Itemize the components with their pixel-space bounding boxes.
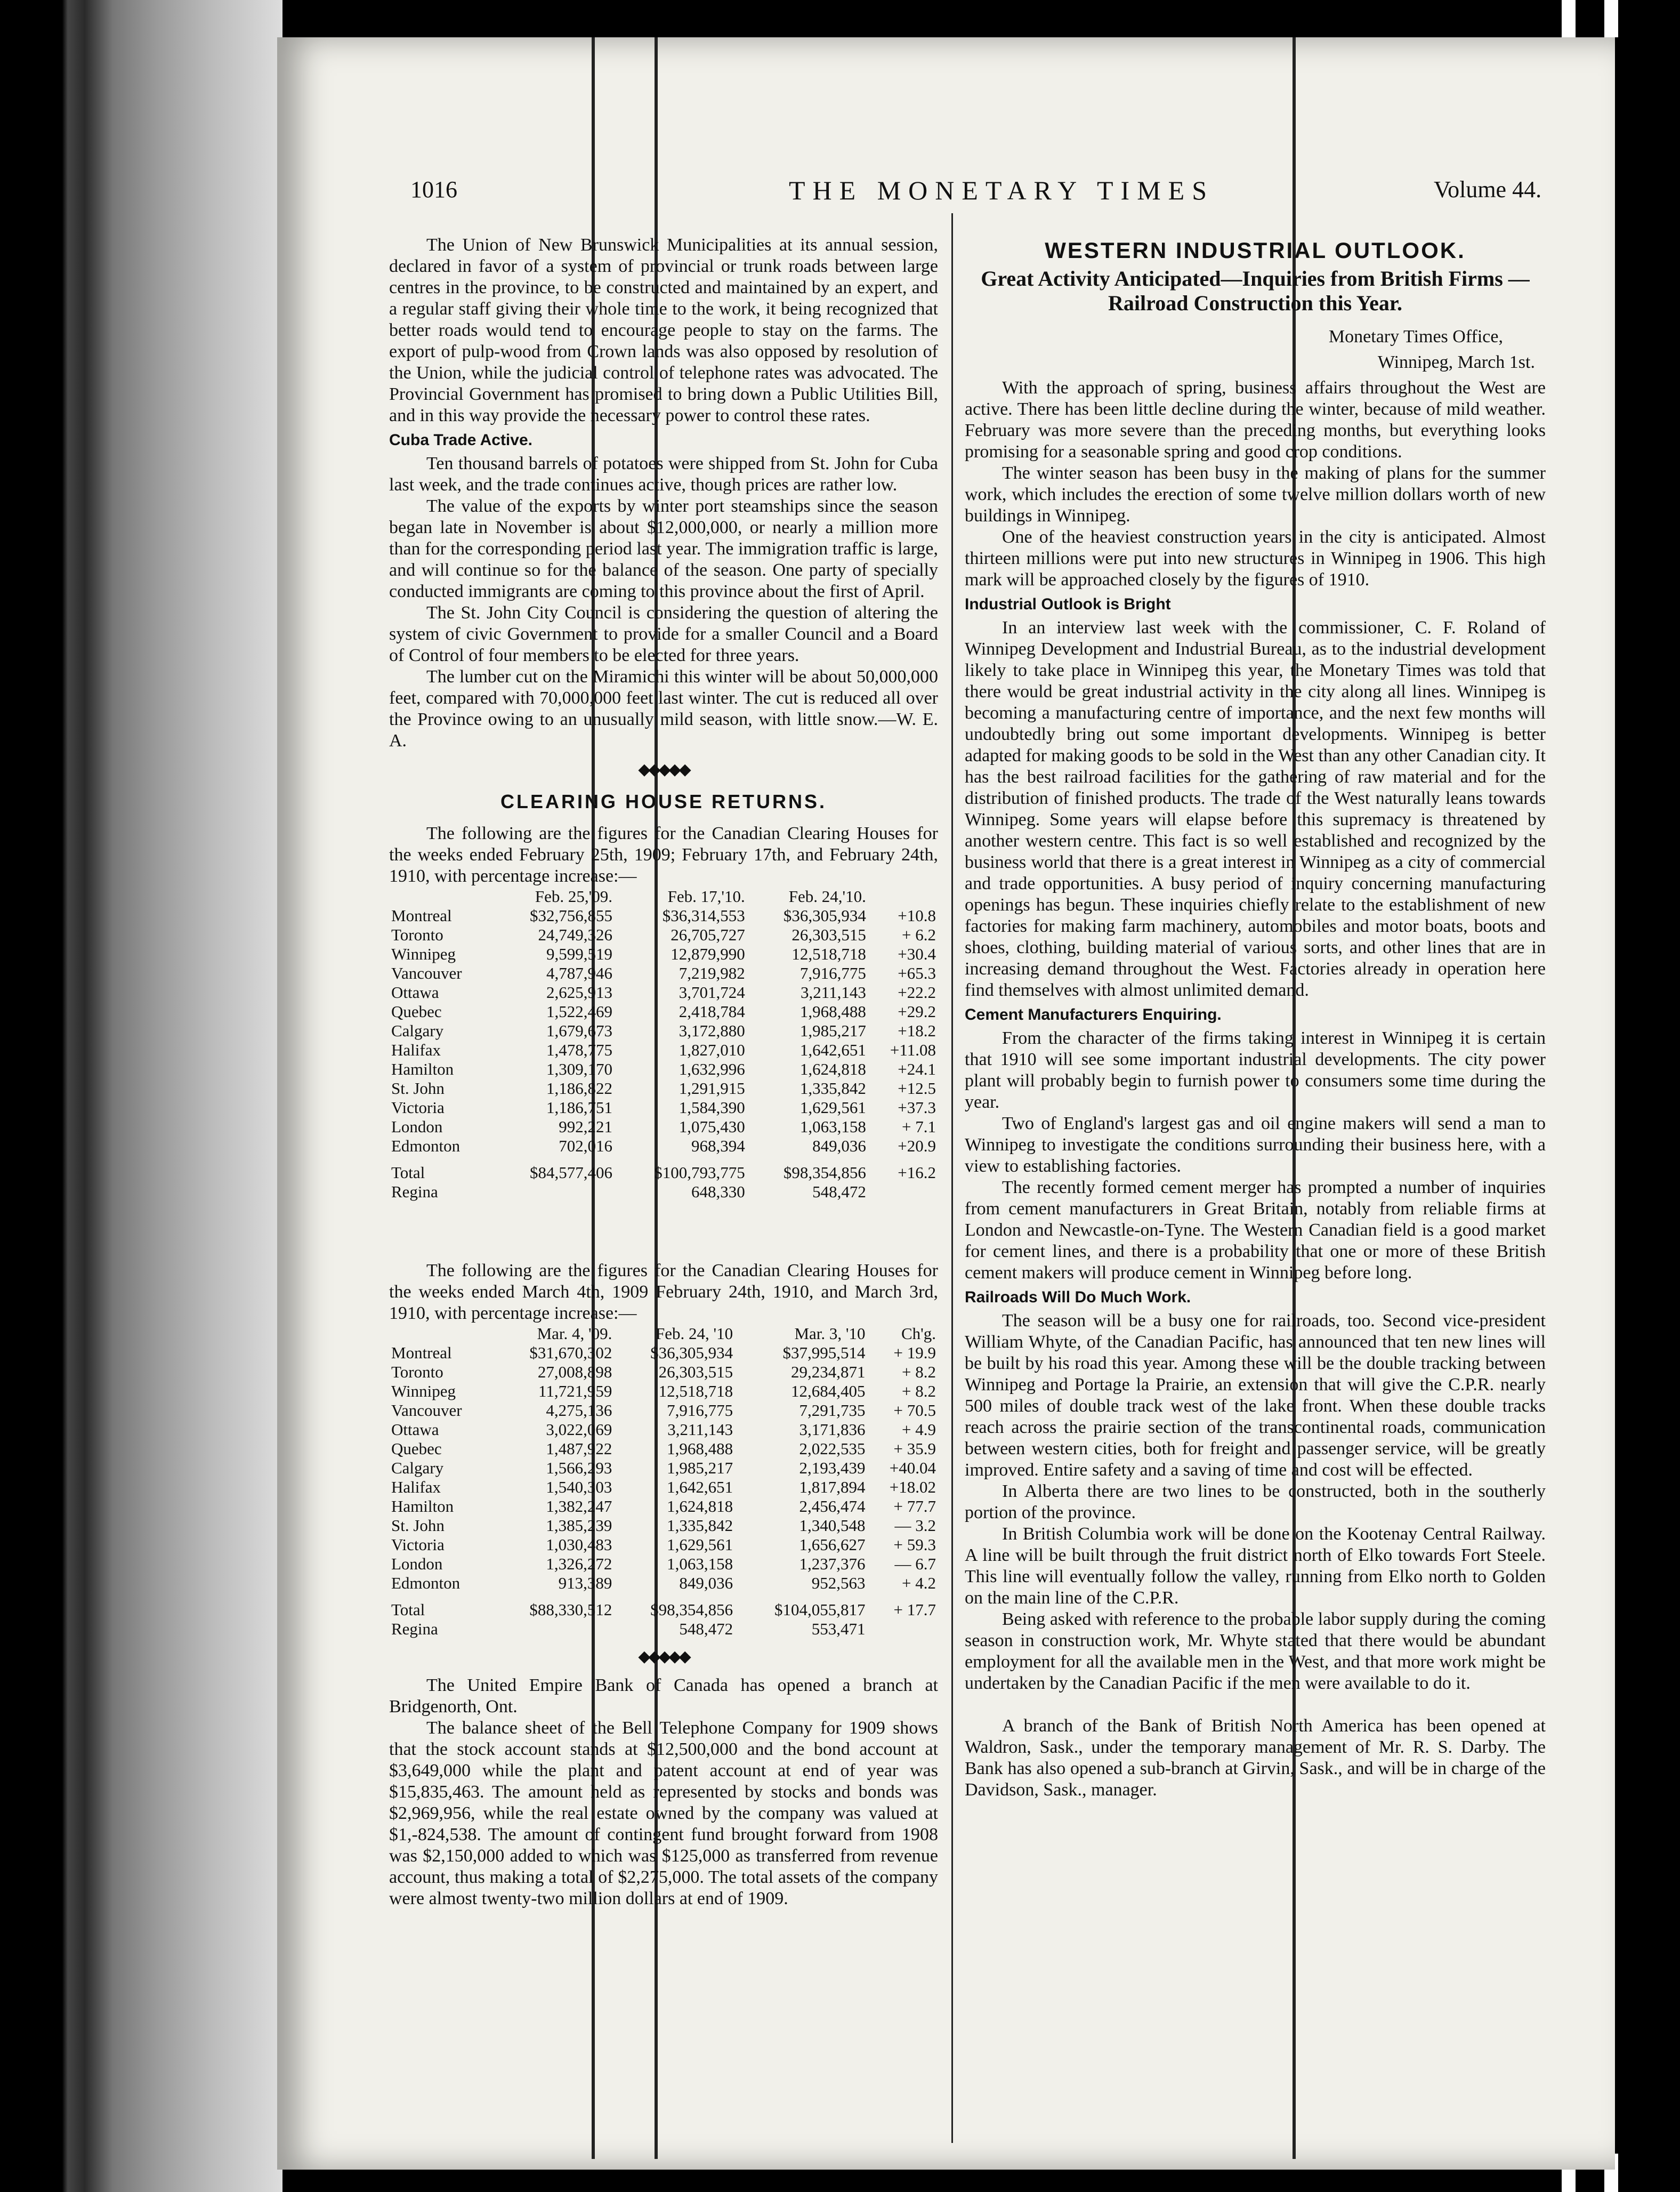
city-cell: Regina [391,1182,438,1201]
table1-intro: The following are the figures for the Canadian Clearing Houses for the weeks ended February 25th, 1909; February 17th, and February 24th, 1910, with percentage increase:— [389,824,938,886]
paragraph: The winter season has been busy in the making of plans for the summer work, which includes the erection of some twelve million dollars worth of new buildings in Winnipeg. [965,463,1546,526]
value-cell: 7,916,775 [667,1401,733,1420]
value-cell: + 8.2 [902,1382,936,1400]
value-cell: 12,879,990 [671,945,745,963]
value-cell: 1,186,822 [546,1079,612,1098]
value-cell: + 70.5 [893,1401,936,1420]
value-cell: 1,985,217 [667,1458,733,1477]
paragraph: From the character of the firms taking interest in Winnipeg it is certain that 1910 will see some important industrial developments. The city power plant will probably begin to furnish power to consumers some time during the year. [965,1028,1546,1112]
city-cell: London [391,1554,443,1573]
value-cell: + 77.7 [893,1497,936,1516]
value-cell: 913,389 [558,1574,612,1592]
value-cell: $84,577,406 [529,1163,612,1182]
value-cell: 7,916,775 [799,964,866,982]
value-cell: 548,472 [812,1182,866,1201]
value-cell: 1,584,390 [679,1098,745,1117]
value-cell: 1,629,561 [667,1535,733,1554]
paragraph: The Union of New Brunswick Municipalities at its annual session, declared in favor of a system of provincial or trunk roads between large centres in the province, to be constructed and maintained by an expert, and a regular staff giving their whole time to the work, it being recognized that better roads would tend to encourage people to stay on the farms. The export of pulp-wood from Crown lands was also opposed by resolution of the Union, while the judicial control of telephone rates was advocated. The Provincial Government has promised to bring down a Public Utilities Bill, and in this way provide the necessary power to control these rates. [389,235,938,425]
value-cell: + 4.2 [902,1574,936,1592]
table-row [389,1401,938,1420]
paragraph: The United Empire Bank of Canada has opened a branch at Bridgenorth, Ont. [389,1675,938,1716]
city-cell: Edmonton [391,1137,461,1155]
railroads-paragraphs [965,1310,1546,1694]
value-cell: 2,456,474 [799,1497,866,1516]
table2-intro: The following are the figures for the Canadian Clearing Houses for the weeks ended March 4th, 1909 February 24th, 1910, and March 3rd, 1910, with percentage increase:— [389,1261,938,1323]
column-header: Mar. 4, '09. [537,1324,612,1343]
left-column [389,235,938,1909]
value-cell: 11,721,959 [538,1382,612,1400]
paragraph: Being asked with reference to the probable labor supply during the coming season in construction work, Mr. Whyte stated that there would be abundant employment for all the available men in the West, and that more work might be undertaken by the Canadian Pacific if the men were available to do it. [965,1609,1546,1693]
value-cell: +65.3 [898,964,936,982]
table-row [389,1458,938,1478]
value-cell: 648,330 [691,1182,745,1201]
city-cell: Victoria [391,1098,445,1117]
ornament-divider-2: ◆◆◆◆◆ [638,1648,689,1665]
value-cell: +22.2 [898,983,936,1002]
value-cell: 12,684,405 [790,1382,866,1400]
city-cell: Hamilton [391,1497,454,1516]
value-cell: 548,472 [679,1619,733,1638]
value-cell: 1,642,651 [799,1041,866,1059]
value-cell: 3,171,836 [799,1420,866,1439]
clearing-heading: CLEARING HOUSE RETURNS. [500,791,827,812]
table-row [389,945,938,964]
value-cell: 26,705,727 [671,925,745,944]
value-cell: $36,314,553 [662,906,745,925]
city-cell: Edmonton [391,1574,461,1592]
table-row [389,1156,938,1182]
column-header [868,887,938,906]
value-cell: 849,036 [812,1137,866,1155]
railroads-heading: Railroads Will Do Much Work. [965,1288,1191,1306]
table-row [389,964,938,983]
value-cell: $100,793,775 [654,1163,745,1182]
city-cell: Hamilton [391,1060,454,1078]
volume-label: Volume 44. [1434,176,1542,203]
value-cell: +37.3 [898,1098,936,1117]
table-row [389,1060,938,1079]
value-cell: — 3.2 [894,1516,936,1535]
value-cell: +11.08 [890,1041,936,1059]
paragraph: In Alberta there are two lines to be constructed, both in the southerly portion of the province. [965,1481,1546,1522]
city-cell: Halifax [391,1478,441,1496]
value-cell: +29.2 [898,1002,936,1021]
value-cell: 2,625,913 [546,983,612,1002]
value-cell: + 7.1 [902,1117,936,1136]
clearing-table-1 [389,887,938,1202]
value-cell: 968,394 [691,1137,745,1155]
value-cell: +16.2 [898,1163,936,1182]
value-cell: 3,211,143 [667,1420,733,1439]
value-cell: 12,518,718 [658,1382,733,1400]
page-number: 1016 [410,176,457,203]
table-row [389,1079,938,1098]
table-header-row [389,1324,938,1343]
value-cell: 26,303,515 [658,1363,733,1381]
paragraph: One of the heaviest construction years in the city is anticipated. Almost thirteen millions were put into new structures in Winnipeg in 1906. This high mark will be approached closely by the figures of 1910. [965,527,1546,590]
value-cell: $88,330,512 [529,1600,612,1619]
value-cell: 7,219,982 [679,964,745,982]
city-cell: Calgary [391,1021,444,1040]
city-cell: Ottawa [391,983,439,1002]
table-row [389,1117,938,1137]
value-cell: 1,968,488 [799,1002,866,1021]
value-cell [867,1619,938,1639]
value-cell: 29,234,871 [790,1363,866,1381]
article-heading: WESTERN INDUSTRIAL OUTLOOK. [1045,238,1466,263]
value-cell: 3,701,724 [679,983,745,1002]
value-cell: +10.8 [898,906,936,925]
value-cell: 2,418,784 [679,1002,745,1021]
column-header [389,1324,494,1343]
paragraph: Ten thousand barrels of potatoes were shipped from St. John for Cuba last week, and the trade continues active, though prices are rather low. [389,454,938,495]
paragraph: In an interview last week with the commissioner, C. F. Roland of Winnipeg Development and Industrial Bureau, as to the industrial development likely to take place in Winnipeg this year, the Monetary Times was told that there would be great industrial activity in the city along all lines. Winnipeg is becoming a manufacturing centre of importance, and the next few months will undoubtedly bring out some important developments. Winnipeg is better adapted for making goods to be sold in the West than any other Canadian city. It has the best railroad facilities for the gathering of raw material and for the distribution of finished products. The trade of the West naturally leans towards Winnipeg. Some years will elapse before this supremacy is threatened by another western centre. This fact is so well established and recognized by the business world that there is a great interest in Winnipeg as a city of commercial and trade opportunities. A busy period of inquiry concerning manufacturing openings has begun. These inquiries chiefly relate to the establishment of new factories for making farm machinery, automobiles and motor boats, boots and shoes, clothing, building material of various sorts, and other lines that are in increasing demand throughout the West. Factories already in operation here find themselves with almost unlimited demand. [965,618,1546,1000]
intro-paragraphs [965,377,1546,591]
value-cell: $31,670,302 [529,1343,612,1362]
value-cell: 1,540,303 [546,1478,612,1496]
value-cell: 1,340,548 [799,1516,866,1535]
value-cell: 26,303,515 [791,925,866,944]
table-row [389,1382,938,1401]
table-row [389,1439,938,1458]
table-row [389,906,938,925]
value-cell: 1,522,469 [546,1002,612,1021]
cement-paragraphs [965,1028,1546,1284]
value-cell: 1,382,247 [546,1497,612,1516]
value-cell: +30.4 [898,945,936,963]
value-cell: 1,624,818 [667,1497,733,1516]
value-cell: 3,022,069 [546,1420,612,1439]
value-cell: + 19.9 [893,1343,936,1362]
city-cell: Regina [391,1619,438,1638]
clearing-table-2 [389,1324,938,1639]
right-column [965,235,1546,1801]
cement-heading: Cement Manufacturers Enquiring. [965,1006,1222,1024]
table-row [389,1098,938,1117]
value-cell: +18.2 [898,1021,936,1040]
value-cell: $104,055,817 [774,1600,866,1619]
value-cell: +24.1 [898,1060,936,1078]
value-cell: 1,237,376 [799,1554,866,1573]
column-header: Feb. 24,'10. [788,887,866,906]
column-rule [951,213,953,2143]
value-cell: 1,075,430 [679,1117,745,1136]
column-header: Mar. 3, '10 [794,1324,866,1343]
value-cell: 4,275,136 [546,1401,612,1420]
table-row [389,983,938,1002]
article-deck: Great Activity Anticipated—Inquiries from British Firms —Railroad Construction this Year. [981,267,1530,315]
city-cell: Winnipeg [391,1382,456,1400]
value-cell: 1,817,894 [799,1478,866,1496]
newspaper-page [277,37,1615,2170]
table-row [389,1535,938,1554]
value-cell: 1,478,775 [546,1041,612,1059]
value-cell [494,1182,615,1202]
value-cell: 1,385,239 [546,1516,612,1535]
scan-border-right [1615,0,1680,2192]
value-cell: 1,985,217 [799,1021,866,1040]
value-cell: 1,679,673 [546,1021,612,1040]
paragraph: The recently formed cement merger has prompted a number of inquiries from cement manufacturers in Great Britain, notably from reliable firms at London and Newcastle-on-Tyne. The Western Canadian field is a good market for cement lines, and there is a probability that one or more of these British cement makers will produce cement in Winnipeg before long. [965,1178,1546,1283]
value-cell: $32,756,855 [529,906,612,925]
table-row [389,1002,938,1021]
value-cell: 1,624,818 [799,1060,866,1078]
value-cell: + 35.9 [893,1439,936,1458]
value-cell: 1,063,158 [799,1117,866,1136]
value-cell: 1,030,483 [546,1535,612,1554]
film-mark-top-2 [1604,0,1618,37]
paragraph: The season will be a busy one for railroads, too. Second vice-president William Whyte, of the Canadian Pacific, has announced that ten new lines will be built by his road this year. Among these will be the double tracking between Winnipeg and Portage la Prairie, an extension that will give the C.P.R. nearly 500 miles of double track west of the lake front. When these double tracks reach across the prairie section of the transcontinental roads, communication between western cities, both for freight and passenger service, will be greatly improved. Entire safety and a saving of time and cost will be effected. [965,1311,1546,1480]
value-cell: 4,787,946 [546,964,612,982]
value-cell: 702,016 [559,1137,612,1155]
city-cell: Quebec [391,1002,442,1021]
city-cell: Total [391,1163,425,1182]
value-cell: $36,305,934 [783,906,866,925]
bank-paragraphs [389,1675,938,1909]
city-cell: Calgary [391,1458,444,1477]
city-cell: Toronto [391,1363,443,1381]
book-page-edges [0,0,282,2192]
table-row [389,1021,938,1041]
nb-paragraphs [389,235,938,426]
value-cell: $37,995,514 [782,1343,866,1362]
paragraph: Two of England's largest gas and oil engine makers will send a man to Winnipeg to investigate the conditions surrounding their business here, with a view to establishing factories. [965,1114,1546,1176]
cuba-paragraphs [389,453,938,752]
column-header: Ch'g. [901,1324,936,1343]
paragraph: The value of the exports by winter port steamships since the season began late in November is about $12,000,000, or nearly a million more than for the corresponding period last year. The immigration traffic is large, and will continue so for the balance of the season. One party of specially conducted immigrants are coming to this province about the first of April. [389,496,938,601]
city-cell: Vancouver [391,964,462,982]
city-cell: London [391,1117,443,1136]
table-row [389,1137,938,1156]
paper-title: THE MONETARY TIMES [789,175,1214,205]
value-cell: +18.02 [889,1478,936,1496]
value-cell: 1,309,170 [546,1060,612,1078]
city-cell: St. John [391,1516,445,1535]
paragraph: The balance sheet of the Bell Telephone Company for 1909 shows that the stock account stands at $12,500,000 and the bond account at $3,649,000 while the plant and patent account at end of year was $15,835,463. The amount held as represented by stocks and bonds was $2,969,956, while the real estate owned by the company was valued at $1,-824,538. The amount of contingent fund brought forward from 1908 was $2,150,000 added to which was $125,000 as transferred from revenue account, thus making a total of $2,275,000. The total assets of the company were almost twenty-two million dollars at end of 1909. [389,1718,938,1908]
paragraph: The lumber cut on the Miramichi this winter will be about 50,000,000 feet, compared with 70,000,000 feet last winter. The cut is reduced all over the Province owing to an unusually mild season, with little snow.—W. E. A. [389,667,938,751]
value-cell: 1,291,915 [679,1079,745,1098]
value-cell: 3,172,880 [679,1021,745,1040]
branch-paragraph: A branch of the Bank of British North America has been opened at Waldron, Sask., under the temporary management of Mr. R. S. Darby. The Bank has also opened a sub-branch at Girvin, Sask., and will be in charge of the Davidson, Sask., manager. [965,1716,1546,1800]
value-cell: 1,629,561 [799,1098,866,1117]
city-cell: Winnipeg [391,945,456,963]
value-cell: +40.04 [889,1458,936,1477]
column-header [389,887,494,906]
value-cell: 27,008,898 [537,1363,612,1381]
city-cell: Montreal [391,906,452,925]
value-cell: 992,221 [559,1117,612,1136]
cuba-heading: Cuba Trade Active. [389,431,532,449]
industrial-heading: Industrial Outlook is Bright [965,595,1171,613]
value-cell: — 6.7 [894,1554,936,1573]
column-header: Feb. 25,'09. [535,887,612,906]
table-row [389,1593,938,1619]
dateline-city: Winnipeg, March 1st. [1377,352,1535,372]
table-row [389,1619,938,1639]
table-row [389,1554,938,1574]
value-cell: +20.9 [898,1137,936,1155]
city-cell: Montreal [391,1343,452,1362]
city-cell: Halifax [391,1041,441,1059]
city-cell: Ottawa [391,1420,439,1439]
paragraph: The St. John City Council is considering the question of altering the system of civic Government to provide for a smaller Council and a Board of Control of four members to be elected for three years. [389,603,938,665]
city-cell: Vancouver [391,1401,462,1420]
paragraph: In British Columbia work will be done on the Kootenay Central Railway. A line will be built through the fruit district north of Elko towards Fort Steele. This line will eventually follow the valley, running from Elko north to Golden on the main line of the C.P.R. [965,1524,1546,1608]
value-cell: 952,563 [811,1574,866,1592]
city-cell: Toronto [391,925,443,944]
value-cell: 1,656,627 [799,1535,866,1554]
value-cell: + 59.3 [893,1535,936,1554]
value-cell: 1,326,272 [546,1554,612,1573]
value-cell: 24,749,326 [538,925,612,944]
table-row [389,1516,938,1535]
value-cell: 1,063,158 [667,1554,733,1573]
table-row [389,1497,938,1516]
value-cell [868,1182,938,1202]
ornament-divider: ◆◆◆◆◆ [638,761,689,778]
value-cell: 2,193,439 [799,1458,866,1477]
value-cell: +12.5 [898,1079,936,1098]
city-cell: Quebec [391,1439,442,1458]
table-row [389,1182,938,1202]
value-cell: 9,599,519 [546,945,612,963]
dateline-office: Monetary Times Office, [1328,327,1503,346]
value-cell: 12,518,718 [791,945,866,963]
value-cell: 1,335,842 [799,1079,866,1098]
value-cell: 1,566,293 [546,1458,612,1477]
table-row [389,1041,938,1060]
city-cell: St. John [391,1079,445,1098]
table-header-row [389,887,938,906]
value-cell: 2,022,535 [799,1439,866,1458]
table-row [389,1574,938,1593]
column-header: Feb. 24, '10 [656,1324,733,1343]
value-cell: + 6.2 [902,925,936,944]
value-cell: + 8.2 [902,1363,936,1381]
city-cell: Victoria [391,1535,445,1554]
value-cell: 3,211,143 [800,983,866,1002]
table-row [389,1363,938,1382]
paragraph: With the approach of spring, business affairs throughout the West are active. There has been little decline during the winter, because of mild weather. February was more severe than the preceding months, but everything looks promising for a seasonable spring and good crop conditions. [965,378,1546,462]
value-cell: $98,354,856 [650,1600,733,1619]
value-cell: $98,354,856 [783,1163,866,1182]
table-row [389,1420,938,1439]
table-row [389,925,938,945]
value-cell: 1,186,751 [546,1098,612,1117]
film-mark-top [1562,0,1576,37]
value-cell: 1,642,651 [667,1478,733,1496]
value-cell: 1,487,922 [546,1439,612,1458]
city-cell: Total [391,1600,425,1619]
value-cell: 1,335,842 [667,1516,733,1535]
value-cell: 553,471 [811,1619,866,1638]
value-cell [494,1619,615,1639]
value-cell: 1,968,488 [667,1439,733,1458]
page-header [277,144,1615,213]
value-cell: 1,632,996 [679,1060,745,1078]
value-cell: 1,827,010 [679,1041,745,1059]
value-cell: 7,291,735 [799,1401,866,1420]
value-cell: $36,305,934 [650,1343,733,1362]
table-row [389,1478,938,1497]
value-cell: + 17.7 [893,1600,936,1619]
table-row [389,1343,938,1363]
value-cell: 849,036 [679,1574,733,1592]
value-cell: + 4.9 [902,1420,936,1439]
column-header: Feb. 17,'10. [667,887,745,906]
industrial-paragraphs [965,617,1546,1001]
